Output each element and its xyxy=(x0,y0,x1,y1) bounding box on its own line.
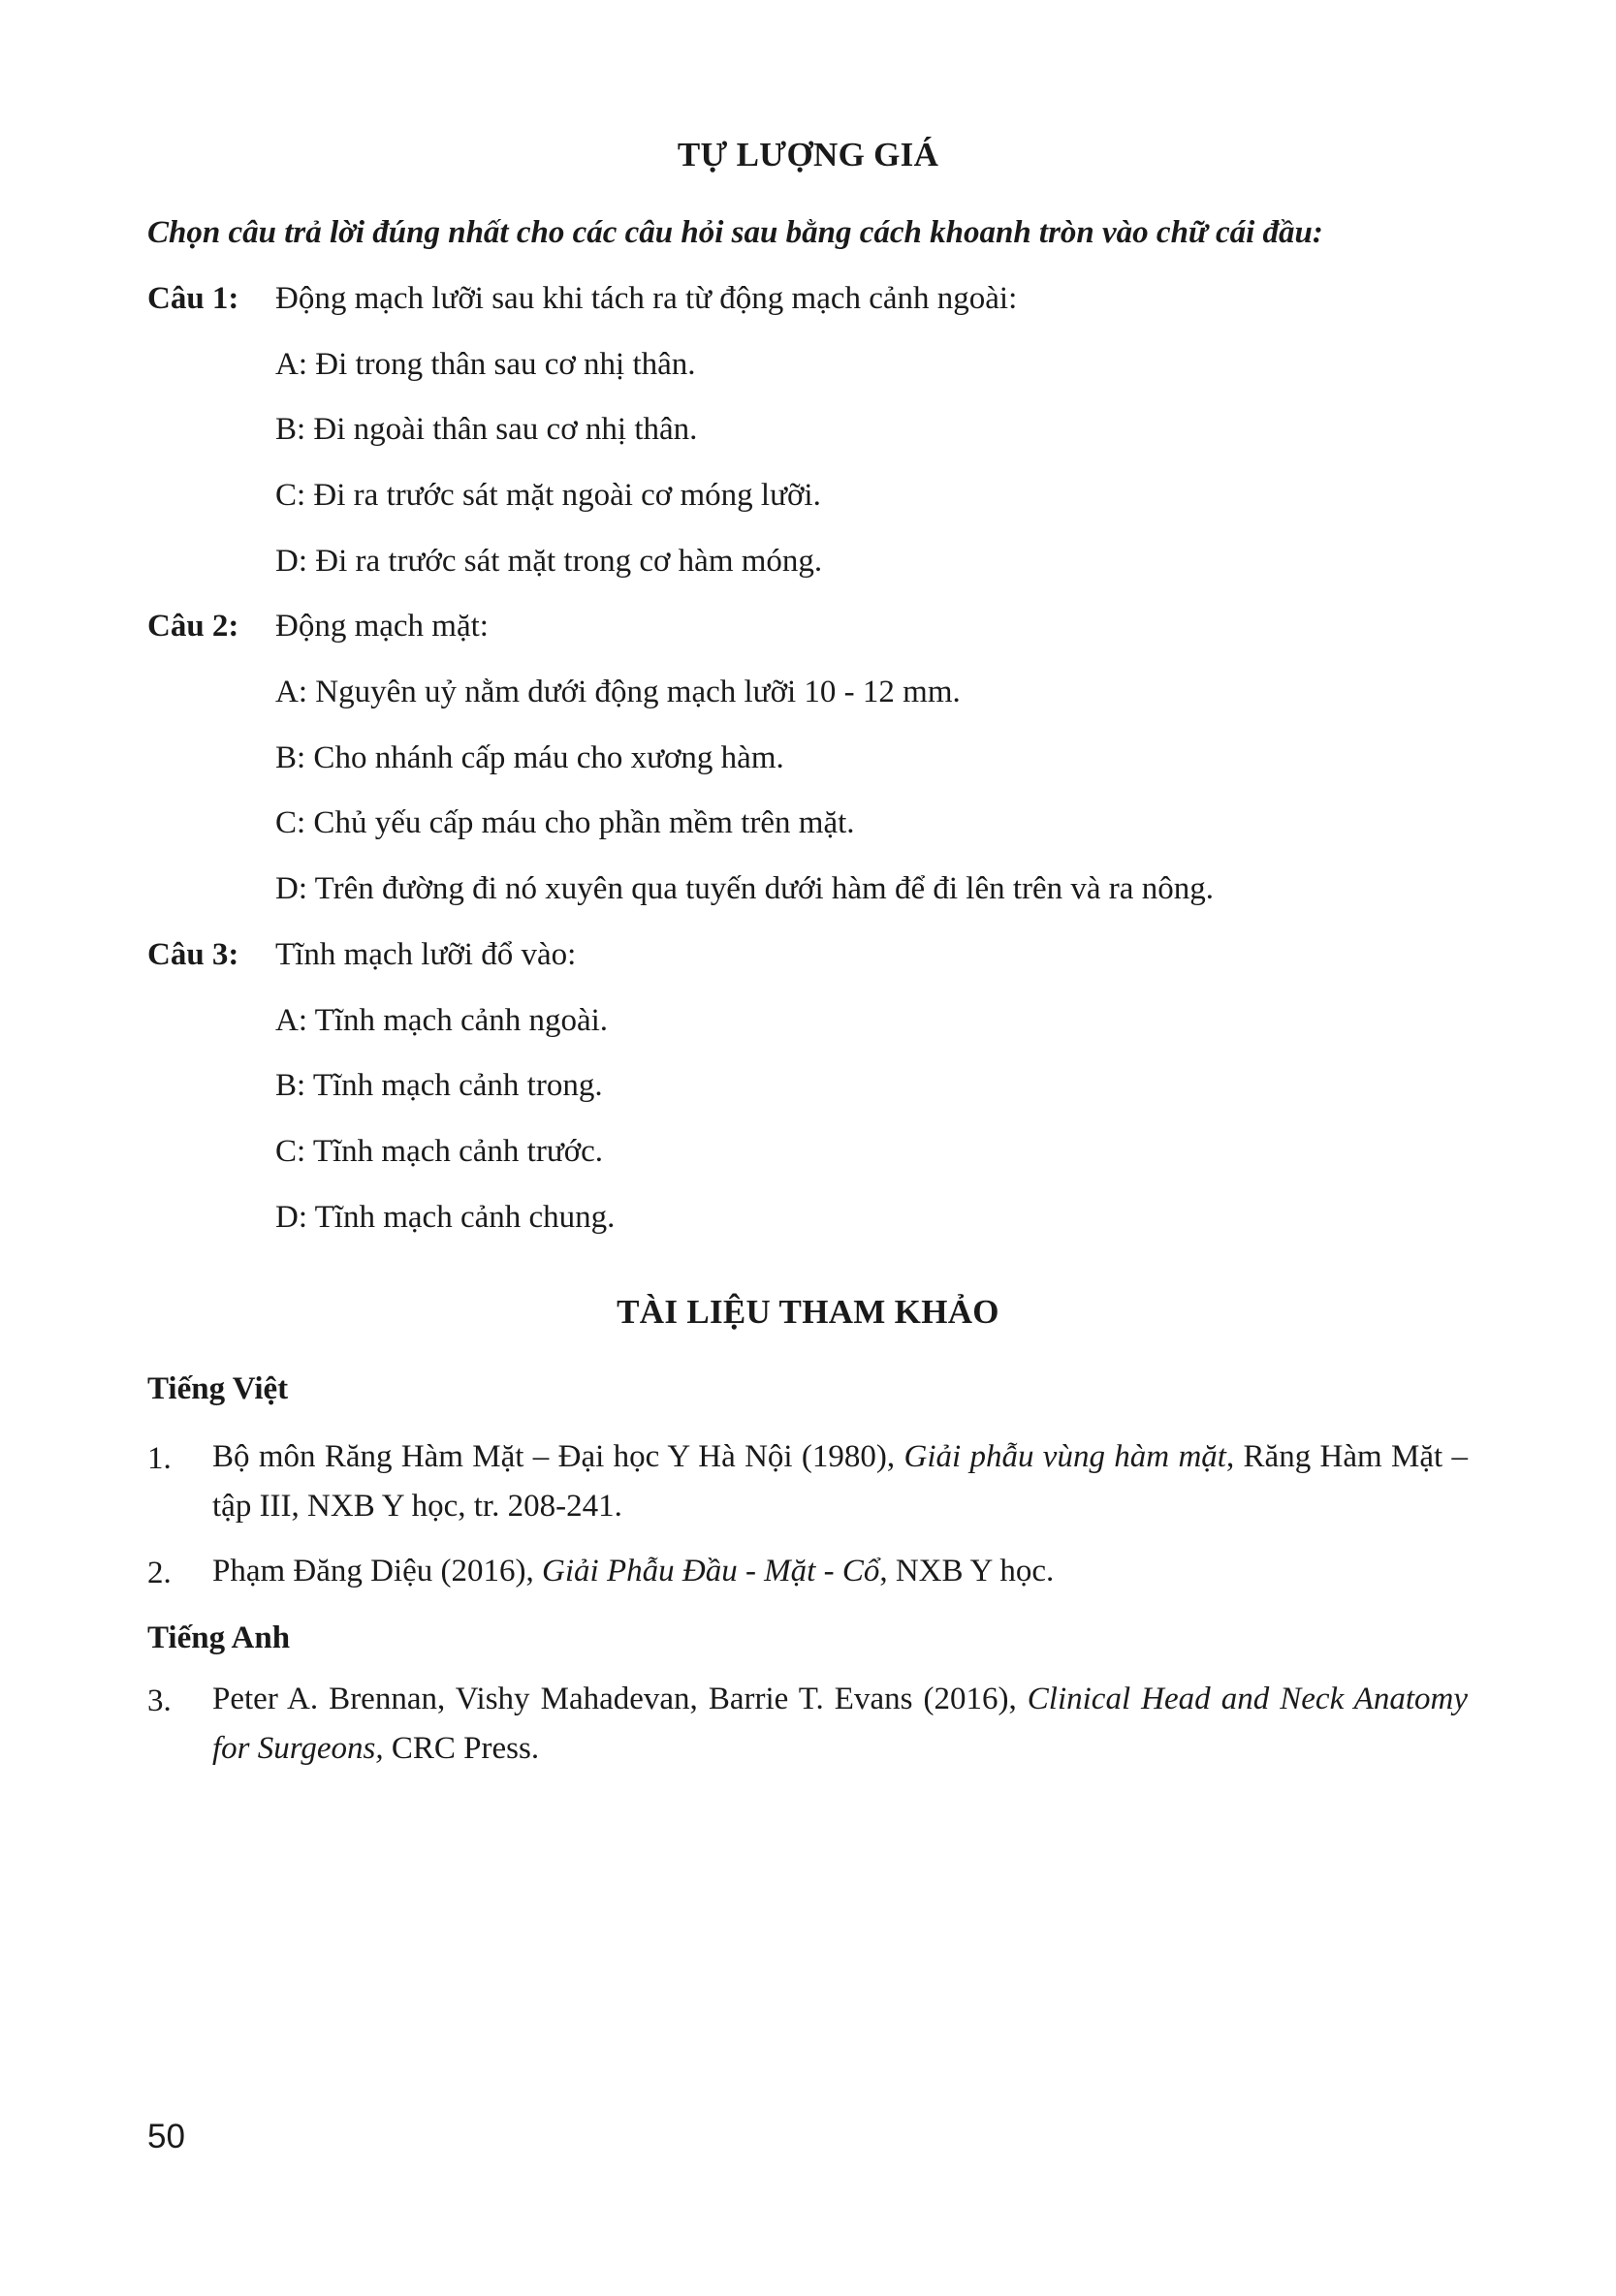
reference-text-part: Bộ môn Răng Hàm Mặt – Đại học Y Hà Nội (1980), xyxy=(212,1439,904,1474)
references-english-heading: Tiếng Anh xyxy=(147,1620,291,1655)
answer-option: A: Đi trong thân sau cơ nhị thân. xyxy=(275,347,696,382)
reference-text xyxy=(212,1547,1468,1596)
answer-option: B: Đi ngoài thân sau cơ nhị thân. xyxy=(275,412,698,447)
references-title: TÀI LIỆU THAM KHẢO xyxy=(617,1293,999,1331)
answer-option: D: Đi ra trước sát mặt trong cơ hàm móng. xyxy=(275,544,823,579)
reference-text-part: , Răng Hàm Mặt – tập III, NXB Y học, tr. 208-241. xyxy=(212,1439,1468,1524)
answer-option: B: Cho nhánh cấp máu cho xương hàm. xyxy=(275,740,784,775)
answer-option: A: Tĩnh mạch cảnh ngoài. xyxy=(275,1003,609,1038)
reference-text-part: , NXB Y học. xyxy=(879,1554,1055,1588)
references-vietnamese-heading: Tiếng Việt xyxy=(147,1371,289,1406)
reference-number: 1. xyxy=(147,1441,172,1476)
page-number: 50 xyxy=(147,2118,185,2155)
reference-text xyxy=(212,1675,1468,1774)
answer-option: C: Tĩnh mạch cảnh trước. xyxy=(275,1134,604,1169)
answer-option: C: Đi ra trước sát mặt ngoài cơ móng lưỡi. xyxy=(275,478,821,513)
answer-option: D: Tĩnh mạch cảnh chung. xyxy=(275,1200,616,1235)
reference-text-part: Phạm Đăng Diệu (2016), xyxy=(212,1554,543,1588)
answer-option: D: Trên đường đi nó xuyên qua tuyến dưới hàm để đi lên trên và ra nông. xyxy=(275,871,1214,906)
reference-text xyxy=(212,1432,1468,1531)
answer-option: B: Tĩnh mạch cảnh trong. xyxy=(275,1068,603,1103)
reference-text-part: Peter A. Brennan, Vishy Mahadevan, Barrie T. Evans (2016), xyxy=(212,1682,1028,1716)
reference-text-part: CRC Press. xyxy=(383,1731,540,1766)
question-text: Tĩnh mạch lưỡi đổ vào: xyxy=(275,937,577,972)
reference-title: Giải Phẫu Đầu - Mặt - Cổ xyxy=(542,1554,880,1588)
instruction-text: Chọn câu trả lời đúng nhất cho các câu hỏi sau bằng cách khoanh tròn vào chữ cái đầu: xyxy=(147,215,1323,250)
question-label: Câu 3: xyxy=(147,937,239,972)
self-assessment-title: TỰ LƯỢNG GIÁ xyxy=(677,136,939,173)
reference-number: 3. xyxy=(147,1683,172,1718)
question-text: Động mạch lưỡi sau khi tách ra từ động mạch cảnh ngoài: xyxy=(275,281,1018,316)
reference-title: Clinical Head and Neck Anatomy for Surgeons, xyxy=(212,1682,1468,1766)
question-label: Câu 2: xyxy=(147,609,239,644)
reference-number: 2. xyxy=(147,1556,172,1590)
question-label: Câu 1: xyxy=(147,281,239,316)
answer-option: C: Chủ yếu cấp máu cho phần mềm trên mặt. xyxy=(275,805,855,840)
answer-option: A: Nguyên uỷ nằm dưới động mạch lưỡi 10 - 12 mm. xyxy=(275,675,961,709)
reference-title: Giải phẫu vùng hàm mặt xyxy=(903,1439,1226,1474)
question-text: Động mạch mặt: xyxy=(275,609,489,644)
